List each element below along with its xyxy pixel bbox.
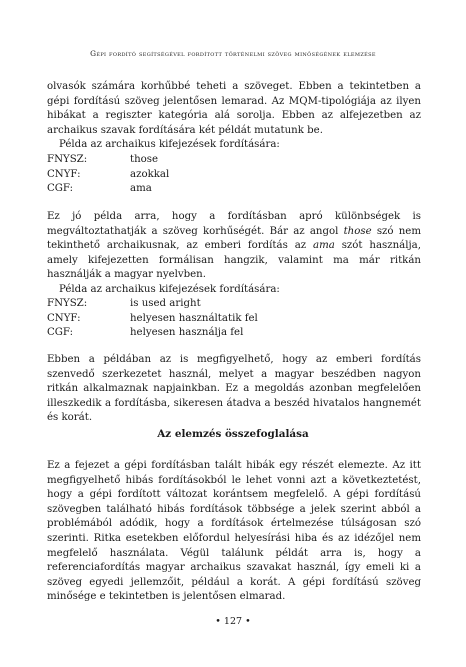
example-value: ama bbox=[130, 183, 152, 195]
example-label: FNYSZ: bbox=[47, 298, 88, 309]
body-paragraph-4 bbox=[47, 459, 421, 605]
example-row bbox=[47, 312, 421, 327]
paragraph bbox=[47, 210, 421, 283]
example-row bbox=[47, 297, 421, 312]
paragraph: Ebben a példában az is megfigyelhető, hogy az emberi fordítás szenvedő szerkezetet használ, melyet a magyar beszédben nagyon ritkán alkalmaznak napjainkban. Ez a megoldás azonban megfelelően illeszkedik a fordításba, sikeresen átadva a beszéd hivatalos hangnemét és korát. bbox=[47, 354, 421, 424]
section-heading: Az elemzés összefoglalása bbox=[157, 428, 309, 440]
example-value: azokkal bbox=[130, 168, 170, 180]
emphasis: those bbox=[343, 225, 372, 237]
example-label: CNYF: bbox=[47, 312, 81, 324]
example-block-1 bbox=[47, 153, 421, 197]
text-run: Ez jó példa arra, hogy a fordításban apró különbségek is megváltoztathatják a szöveg korhűségét. Bár az angol bbox=[47, 211, 421, 237]
example-label: FNYSZ: bbox=[47, 154, 88, 165]
example-label: CGF: bbox=[47, 183, 74, 195]
example-row bbox=[47, 182, 421, 197]
example-value: helyesen használtatik fel bbox=[130, 312, 258, 324]
example-row bbox=[47, 326, 421, 341]
text-run: szót használja, amely kifejezetten formálisan hangzik, valamint ma már ritkán használják a magyar nyelvben. bbox=[47, 240, 421, 281]
paragraph-continued: olvasók számára korhűbbé teheti a szöveget. Ebben a tekintetben a gépi fordítású szöveg jelentősen lemarad. Az MQM-tipológiája az ilyen hibákat a regiszter kategória alá sorolja. Ebben az alfejezetben az archaikus szavak fordítására két példát mutatunk be. bbox=[47, 81, 421, 136]
running-head: Gépi fordító segítségével fordított történelmi szöveg minőségének elemzése bbox=[90, 49, 376, 58]
emphasis: ama bbox=[313, 240, 335, 252]
example-intro-1: Példa az archaikus kifejezések fordítására: bbox=[59, 139, 280, 151]
example-value: those bbox=[130, 154, 159, 165]
paragraph: Ez a fejezet a gépi fordításban talált hibák egy részét elemezte. Az itt megfigyelhető hibás fordításokból le lehet vonni azt a következtetést, hogy a gépi fordított változat korántsem megfelelő. A gépi fordítású szövegben található hibás fordítások többsége a jelek szerint abból a problémából adódik, hogy a fordítások értelmezése túlságosan szó szerinti. Ritka esetekben előfordul helyesírási hiba és az idézőjel nem megfelelő használata. Végül találunk példát arra is, hogy a referenciafordítás magyar archaikus szavakat használ, így emeli ki a szöveg egyedi jellemzőit, például a korát. A gépi fordítású szöveg minősége e tekintetben is jelentősen elmarad. bbox=[47, 460, 421, 603]
example-value: is used aright bbox=[130, 298, 201, 309]
example-label: CGF: bbox=[47, 327, 74, 339]
example-row bbox=[47, 153, 421, 168]
text-run: szó nem tekinthető archaikusnak, az emberi fordítás az bbox=[47, 225, 421, 252]
page-number: • 127 • bbox=[215, 616, 251, 627]
example-row bbox=[47, 168, 421, 183]
example-block-2 bbox=[47, 297, 421, 341]
example-intro-2: Példa az archaikus kifejezések fordítására: bbox=[59, 283, 280, 295]
body-paragraph-1 bbox=[47, 80, 421, 153]
body-paragraph-3 bbox=[47, 353, 421, 426]
body-paragraph-2 bbox=[47, 210, 421, 298]
example-value: helyesen használja fel bbox=[130, 327, 244, 339]
example-label: CNYF: bbox=[47, 168, 81, 180]
